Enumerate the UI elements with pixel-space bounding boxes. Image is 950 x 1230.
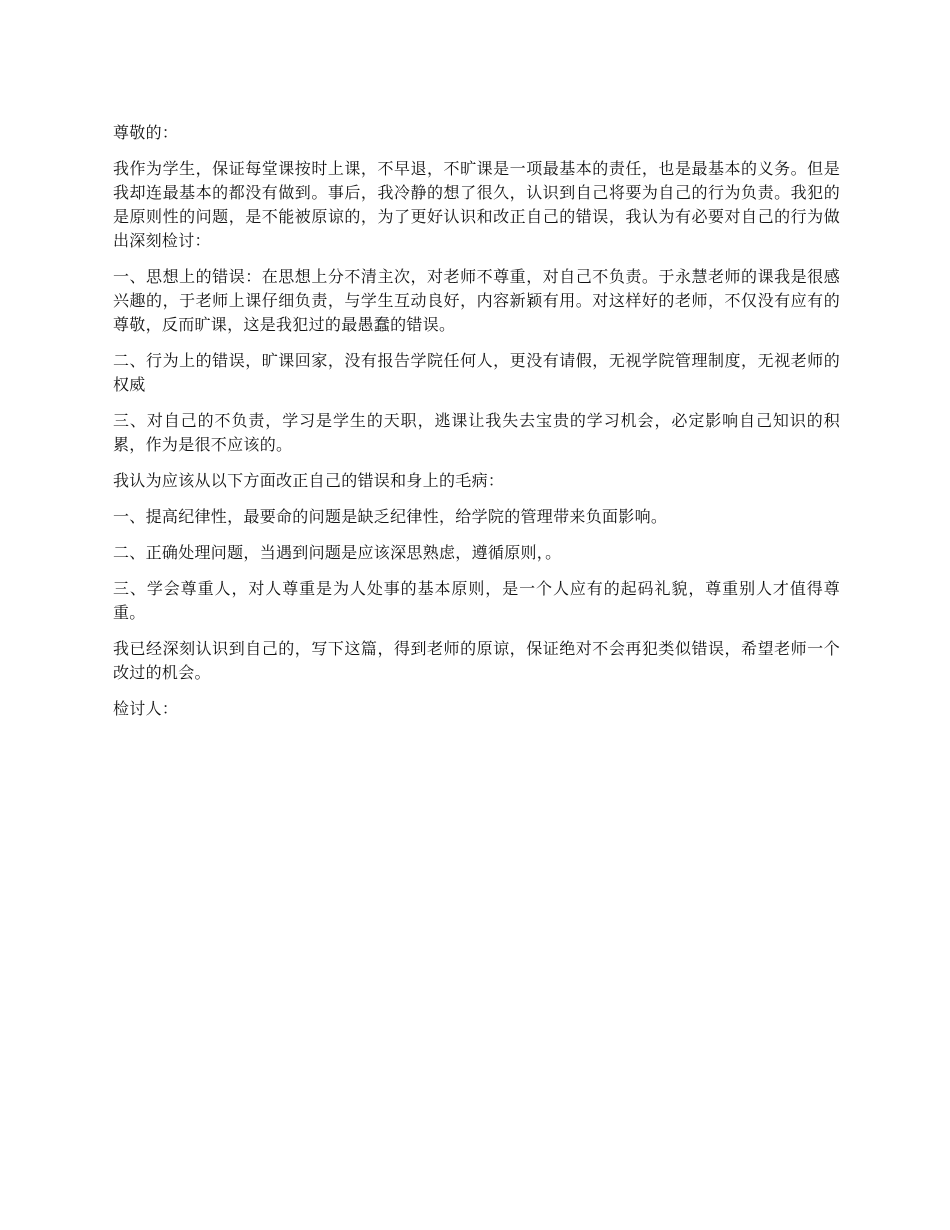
salutation: 尊敬的： [113,123,179,142]
paragraph-correction-handling: 二、正确处理问题，当遇到问题是应该深思熟虑，遵循原则，。 [113,543,562,562]
paragraph-intro: 我作为学生，保证每堂课按时上课，不早退，不旷课是一项最基本的责任，也是最基本的义务。但是我却连最基本的都没有做到。事后，我冷静的想了很久，认识到自己将要为自己的行为负责。我犯的是原则性的问题，是不能被原谅的，为了更好认识和改正自己的错误，我认为有必要对自己的行为做出深刻检讨： [113,159,840,250]
paragraph-error-responsibility: 三、对自己的不负责，学习是学生的天职，逃课让我失去宝贵的学习机会，必定影响自己知识的积累，作为是很不应该的。 [113,411,840,454]
document-body [113,121,840,733]
paragraph-correction-intro: 我认为应该从以下方面改正自己的错误和身上的毛病： [113,471,505,490]
paragraph-correction-discipline: 一、提高纪律性，最要命的问题是缺乏纪律性，给学院的管理带来负面影响。 [113,507,668,526]
paragraph-error-behavior: 二、行为上的错误，旷课回家，没有报告学院任何人，更没有请假，无视学院管理制度，无视老师的权威 [113,351,840,394]
signature-line: 检讨人： [113,699,179,718]
paragraph-error-thought: 一、思想上的错误：在思想上分不清主次，对老师不尊重，对自己不负责。于永慧老师的课我是很感兴趣的，于老师上课仔细负责，与学生互动良好，内容新颖有用。对这样好的老师，不仅没有应有的尊敬，反而旷课，这是我犯过的最愚蠢的错误。 [113,267,840,334]
paragraph-correction-respect: 三、学会尊重人，对人尊重是为人处事的基本原则，是一个人应有的起码礼貌，尊重别人才值得尊重。 [113,579,840,622]
paragraph-conclusion: 我已经深刻认识到自己的，写下这篇，得到老师的原谅，保证绝对不会再犯类似错误，希望老师一个改过的机会。 [113,639,840,682]
